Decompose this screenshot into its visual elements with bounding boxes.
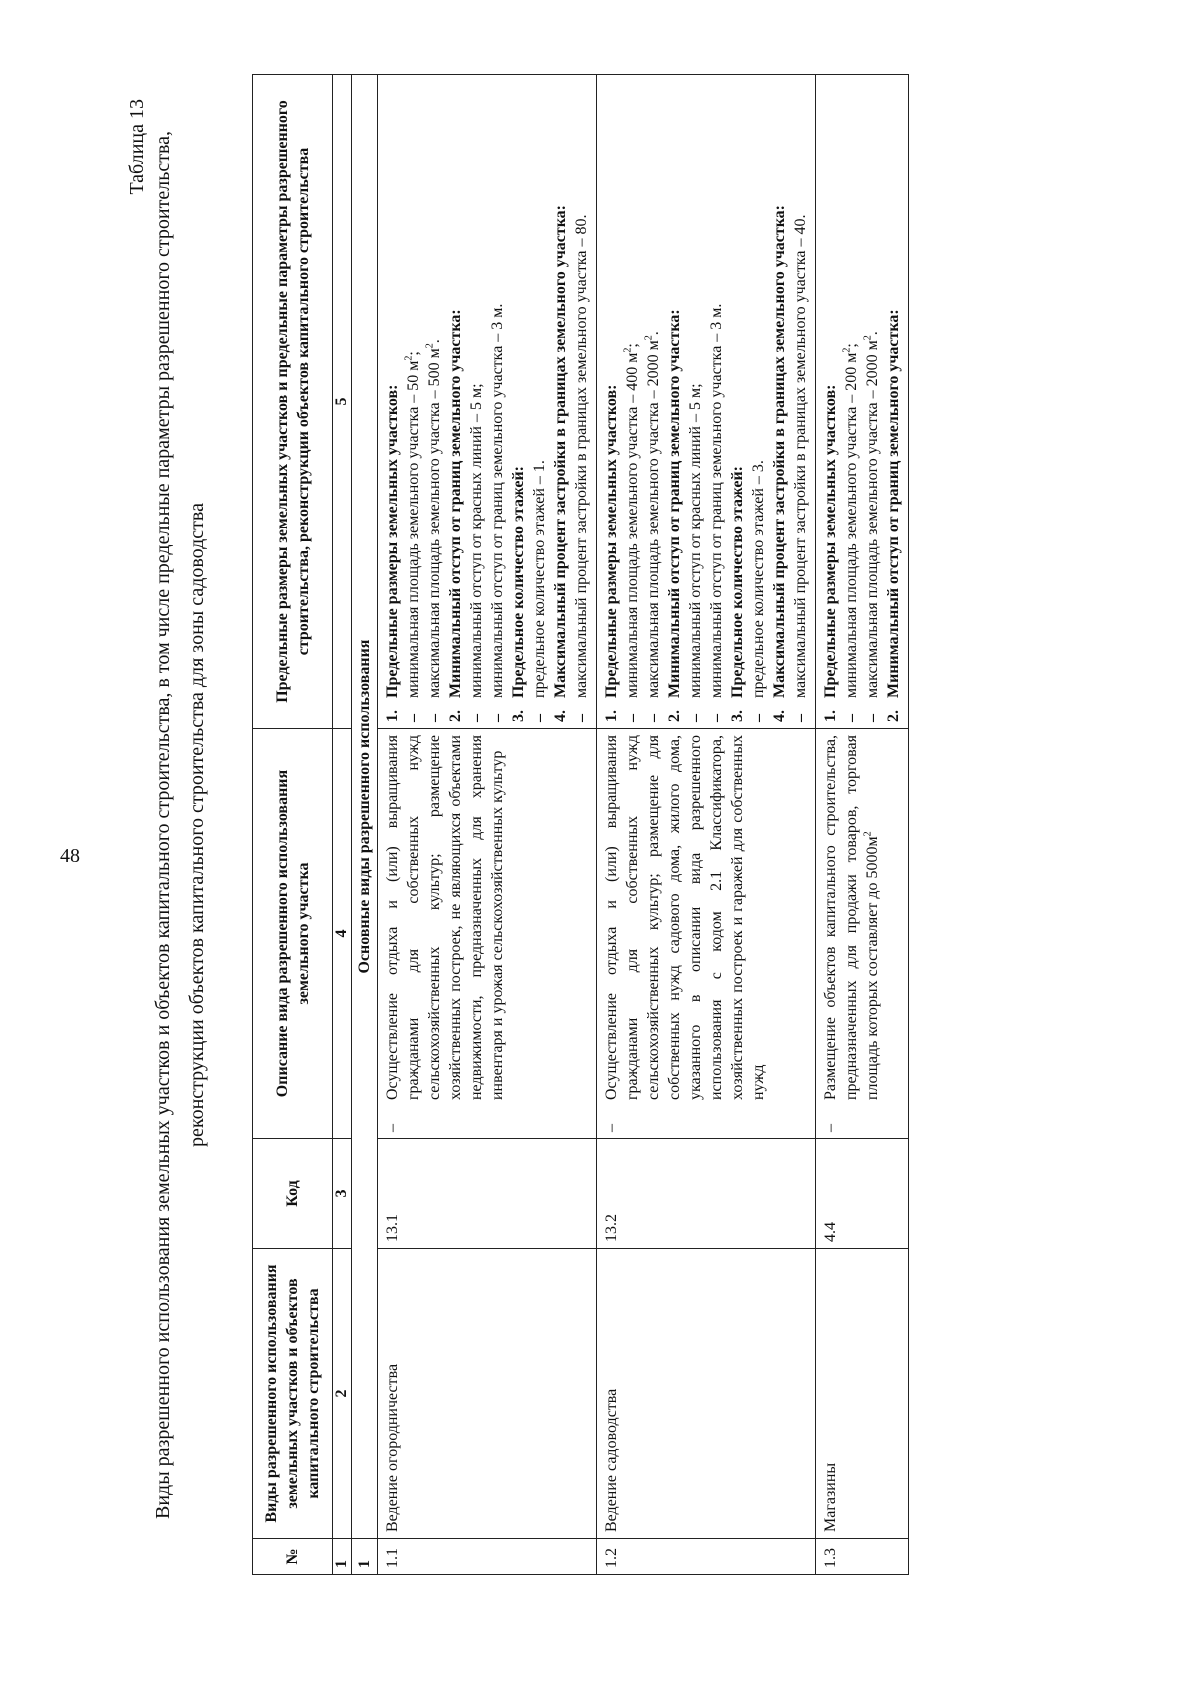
param-line: 4. Максимальный процент застройки в границах земельного участка: [552,205,569,722]
param-line: – максимальный процент застройки в границах земельного участка – 40. [792,214,809,722]
param-line: – минимальный отступ от красных линий – 5 м; [687,383,704,722]
param-line: 2. Минимальный отступ от границ земельного участка: [666,309,683,722]
col-header-code: Код [253,1139,333,1249]
param-line: – предельное количество этажей – 1. [531,460,548,722]
param-line: 1. Предельные размеры земельных участков: [603,384,620,722]
table-row [597,75,816,1575]
page-number: 48 [60,845,80,867]
table-row [816,75,909,1575]
section-row [352,75,378,1575]
param-line: – минимальный отступ от границ земельного участка – 3 м. [708,303,725,722]
param-line: – минимальный отступ от красных линий – 5 м; [468,383,485,722]
row-description [378,729,597,1139]
row-parameters [378,75,597,729]
row-use-type: Ведение огородничества [378,1249,597,1539]
param-line: 2. Минимальный отступ от границ земельного участка: [885,309,902,722]
col-number: 1 [333,1539,352,1575]
param-line: – предельное количество этажей – 3. [750,460,767,722]
param-line: – максимальная площадь земельного участка – 2000 $м^2$. [862,331,881,722]
row-parameters [816,75,909,729]
row-parameters [597,75,816,729]
regulations-table [252,74,909,1575]
col-header-description: Описание вида разрешенного использования земельного участка [253,729,333,1139]
col-number: 5 [333,75,352,729]
param-line: 1. Предельные размеры земельных участков: [822,384,839,722]
param-line: – минимальная площадь земельного участка – 200 $м^2$; [841,343,860,722]
row-description [597,729,816,1139]
table-header-row [253,75,333,1575]
row-number: 1.2 [597,1539,816,1575]
column-number-row [333,75,352,1575]
col-header-no: № [253,1539,333,1575]
param-line: – максимальная площадь земельного участка – 2000 $м^2$. [643,331,662,722]
table-heading: Виды разрешенного использования земельных участков и объектов капитального строительства, в том числе предельные параметры разрешенного строительства, реконструкции объектов капитального строительства для зоны садоводства [152,130,208,1520]
param-line: – минимальная площадь земельного участка – 400 $м^2$; [622,343,641,722]
row-code: 13.1 [378,1139,597,1249]
desc-marker: – [822,1124,839,1132]
row-number: 1.3 [816,1539,909,1575]
param-line: – максимальный процент застройки в границах земельного участка – 80. [573,214,590,722]
col-header-type: Виды разрешенного использования земельных участков и объектов капитального строительства [253,1249,333,1539]
col-number: 4 [333,729,352,1139]
row-description: – Размещение объектов капитального строительства, предназначенных для продажи товаров, торговая площадь которых составляет до $5000м^2$ [816,729,909,1139]
param-line: – минимальный отступ от границ земельного участка – 3 м. [489,303,506,722]
desc-text: Размещение объектов капитального строительства, предназначенных для продажи товаров, торговая площадь которых составляет до 5000м [822,735,881,1100]
desc-marker: – [384,1124,401,1132]
row-use-type: Магазины [816,1249,909,1539]
desc-text: Осуществление отдыха и (или) выращивания гражданами для собственных нужд сельскохозяйственных культур; размещение хозяйственных построек, не являющихся объектами недвижимости, предназначенных для хранения инвентаря и урожая сельскохозяйственных культур [384,735,506,1100]
section-title: Основные виды разрешенного использования [352,75,378,1539]
param-line: – максимальная площадь земельного участка – 500 $м^2$. [424,339,443,722]
param-line: 4. Максимальный процент застройки в границах земельного участка: [771,205,788,722]
row-code: 4.4 [816,1139,909,1249]
col-number: 3 [333,1139,352,1249]
row-number: 1.1 [378,1539,597,1575]
rotated-page [120,75,1140,1575]
param-line: 1. Предельные размеры земельных участков: [384,384,401,722]
col-header-parameters: Предельные размеры земельных участков и предельные параметры разрешенного строительства, реконструкции объектов капитального строительства [253,75,333,729]
param-line: 3. Предельное количество этажей: [729,466,746,722]
desc-marker: – [603,1124,620,1132]
param-line: – минимальная площадь земельного участка – 50 $м^2$; [403,351,422,722]
col-number: 2 [333,1249,352,1539]
table-label: Таблица 13 [126,99,148,195]
desc-text: Осуществление отдыха и (или) выращивания гражданами для собственных нужд сельскохозяйственных культур; размещение для собственных нужд садового дома, жилого дома, указанного в описании вида разрешенного использования с кодом 2.1 Классификатора, хозяйственных построек и гаражей для собственных нужд [603,735,767,1100]
row-code: 13.2 [597,1139,816,1249]
param-line: 3. Предельное количество этажей: [510,466,527,722]
row-use-type: Ведение садоводства [597,1249,816,1539]
table-row [378,75,597,1575]
section-number: 1 [352,1539,378,1575]
param-line: 2. Минимальный отступ от границ земельного участка: [447,309,464,722]
